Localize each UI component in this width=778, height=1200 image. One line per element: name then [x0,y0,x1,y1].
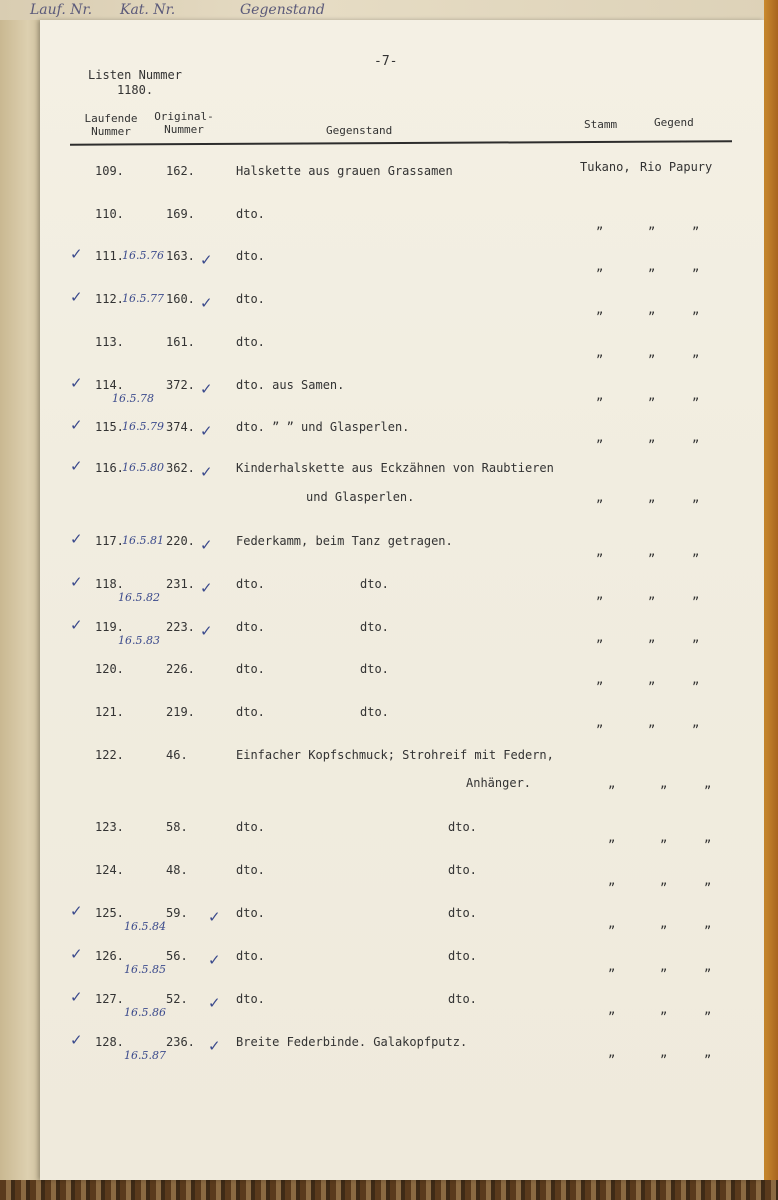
ditto-mark: ” [596,310,604,324]
description-ditto: dto. [448,820,477,834]
description-ditto: dto. [360,620,389,634]
handwritten-inventory-number: 16.5.82 [118,591,160,604]
ditto-mark: ” [608,967,616,981]
description: dto. [236,249,265,263]
ditto-mark: ” [648,438,656,452]
ditto-mark: ” [692,225,700,239]
original-number: 223. [166,620,195,634]
ditto-mark: ” [648,680,656,694]
lauf-number: 109. [95,164,124,178]
ditto-mark: ” [648,225,656,239]
ditto-mark: ” [692,680,700,694]
handwritten-inventory-number: 16.5.78 [112,392,154,405]
table-row [40,902,764,938]
header-rule [70,140,732,145]
description-ditto: dto. [360,577,389,591]
ditto-mark: ” [648,396,656,410]
ditto-mark: ” [596,595,604,609]
table-row [40,416,764,452]
original-number: 52. [166,992,188,1006]
ditto-mark: ” [648,267,656,281]
ditto-mark: ” [648,638,656,652]
header-gegenstand: Gegenstand [326,124,393,137]
ditto-mark: ” [660,924,668,938]
ditto-mark: ” [596,723,604,737]
handwritten-inventory-number: 16.5.84 [124,920,166,933]
ditto-mark: ” [704,967,712,981]
table-row [40,705,764,737]
lauf-number: 117. [95,534,124,548]
ditto-mark: ” [596,225,604,239]
original-number: 59. [166,906,188,920]
description: Einfacher Kopfschmuck; Strohreif mit Federn, [236,748,554,762]
check-mark: ✓ [70,530,83,548]
ditto-mark: ” [608,784,616,798]
table-row [40,616,764,652]
check-mark: ✓ [70,288,83,306]
ditto-mark: ” [692,595,700,609]
lauf-number: 111. [95,249,124,263]
original-number: 231. [166,577,195,591]
table-row [40,573,764,609]
header-original [146,110,222,136]
ditto-mark: ” [596,438,604,452]
lauf-number: 120. [95,662,124,676]
header-laufende [76,112,146,138]
description: Kinderhalskette aus Eckzähnen von Raubtieren [236,461,554,475]
description: dto. ” ” und Glasperlen. [236,420,410,434]
ditto-mark: ” [608,924,616,938]
tick-mark: ✓ [208,951,221,969]
description: dto. [236,705,265,719]
handwritten-inventory-number: 16.5.80 [122,461,164,474]
lauf-number: 122. [95,748,124,762]
ditto-mark: ” [692,396,700,410]
original-number: 163. [166,249,195,263]
ditto-mark: ” [660,784,668,798]
original-number: 56. [166,949,188,963]
handwritten-inventory-number: 16.5.83 [118,634,160,647]
lauf-number: 113. [95,335,124,349]
tick-mark: ✓ [208,994,221,1012]
description: dto. [236,949,265,963]
ditto-mark: ” [596,353,604,367]
ditto-mark: ” [692,638,700,652]
lauf-number: 119. [95,620,124,634]
table-row [40,1031,764,1067]
original-number: 362. [166,461,195,475]
tick-mark: ✓ [200,294,213,312]
original-number: 161. [166,335,195,349]
table-row [40,530,764,566]
handwritten-inventory-number: 16.5.86 [124,1006,166,1019]
left-binding-strip [0,20,40,1200]
tick-mark: ✓ [208,908,221,926]
description-continued: Anhänger. [466,776,532,790]
ditto-mark: ” [704,1010,712,1024]
lauf-number: 110. [95,207,124,221]
check-mark: ✓ [70,945,83,963]
ditto-mark: ” [704,1053,712,1067]
stamm-value: Tukano, [580,160,631,174]
description: Halskette aus grauen Grassamen [236,164,453,178]
handwritten-inventory-number: 16.5.76 [122,249,164,262]
ditto-mark: ” [596,552,604,566]
original-number: 226. [166,662,195,676]
ditto-mark: ” [608,1010,616,1024]
ditto-mark: ” [692,353,700,367]
check-mark: ✓ [70,573,83,591]
ditto-mark: ” [660,1053,668,1067]
ditto-mark: ” [692,723,700,737]
description-ditto: dto. [360,662,389,676]
description: dto. [236,906,265,920]
check-mark: ✓ [70,1031,83,1049]
ditto-mark: ” [692,438,700,452]
list-number: 1180. [116,83,154,97]
header-original-line1: Original- [154,110,214,123]
table-row [40,945,764,981]
back-gegenstand: Gegenstand [240,2,325,18]
back-sheet-heading [30,2,750,22]
ditto-mark: ” [608,1053,616,1067]
document-page [40,20,764,1180]
description: dto. [236,620,265,634]
lauf-number: 114. [95,378,124,392]
ditto-mark: ” [648,310,656,324]
lauf-number: 123. [95,820,124,834]
original-number: 162. [166,164,195,178]
lauf-number: 127. [95,992,124,1006]
description-continued: und Glasperlen. [306,490,415,504]
table-row [40,335,764,367]
ditto-mark: ” [692,552,700,566]
header-stamm: Stamm [584,118,618,131]
ditto-mark: ” [704,924,712,938]
check-mark: ✓ [70,457,83,475]
ditto-mark: ” [660,967,668,981]
check-mark: ✓ [70,416,83,434]
description: dto. [236,863,265,877]
ditto-mark: ” [648,498,656,512]
lauf-number: 125. [95,906,124,920]
original-number: 169. [166,207,195,221]
description: dto. [236,335,265,349]
ditto-mark: ” [608,881,616,895]
table-row [40,374,764,410]
original-number: 219. [166,705,195,719]
table-row [40,863,764,895]
tick-mark: ✓ [200,463,213,481]
description-ditto: dto. [360,705,389,719]
check-mark: ✓ [70,902,83,920]
handwritten-inventory-number: 16.5.77 [122,292,164,305]
check-mark: ✓ [70,616,83,634]
table-row [40,288,764,324]
handwritten-inventory-number: 16.5.81 [122,534,164,547]
original-number: 46. [166,748,188,762]
lauf-number: 118. [95,577,124,591]
ditto-mark: ” [704,838,712,852]
description-ditto: dto. [448,906,477,920]
description-ditto: dto. [448,992,477,1006]
ditto-mark: ” [596,498,604,512]
ditto-mark: ” [692,498,700,512]
description: Breite Federbinde. Galakopfputz. [236,1035,468,1049]
check-mark: ✓ [70,374,83,392]
lauf-number: 115. [95,420,124,434]
header-laufende-line1: Laufende [84,112,138,125]
lauf-number: 128. [95,1035,124,1049]
ditto-mark: ” [704,881,712,895]
original-number: 374. [166,420,195,434]
tick-mark: ✓ [208,1037,221,1055]
ditto-mark: ” [660,881,668,895]
original-number: 48. [166,863,188,877]
tick-mark: ✓ [200,380,213,398]
description: dto. [236,662,265,676]
description: dto. [236,207,265,221]
lauf-number: 124. [95,863,124,877]
gegend-value: Rio Papury [640,160,713,174]
ditto-mark: ” [648,552,656,566]
original-number: 160. [166,292,195,306]
tick-mark: ✓ [200,251,213,269]
table-row [40,662,764,694]
ditto-mark: ” [596,396,604,410]
table-row [40,988,764,1024]
ditto-mark: ” [648,353,656,367]
ditto-mark: ” [596,638,604,652]
table-row [40,245,764,281]
list-label: Listen Nummer [88,68,182,82]
ditto-mark: ” [596,267,604,281]
description: dto. [236,992,265,1006]
original-number: 58. [166,820,188,834]
description: dto. [236,292,265,306]
tick-mark: ✓ [200,422,213,440]
back-kat-nr: Kat. Nr. [120,2,176,18]
table-row [40,160,764,184]
handwritten-inventory-number: 16.5.85 [124,963,166,976]
handwritten-inventory-number: 16.5.79 [122,420,164,433]
lauf-number: 116. [95,461,124,475]
header-original-line2: Nummer [164,123,204,136]
page-number: -7- [374,54,398,69]
ditto-mark: ” [692,310,700,324]
back-lauf-nr: Lauf. Nr. [30,2,93,18]
header-gegend: Gegend [654,116,694,129]
description-ditto: dto. [448,949,477,963]
table-row [40,748,764,798]
description: dto. [236,820,265,834]
ditto-mark: ” [704,784,712,798]
ditto-mark: ” [692,267,700,281]
lauf-number: 126. [95,949,124,963]
original-number: 372. [166,378,195,392]
table-row [40,457,764,512]
original-number: 220. [166,534,195,548]
description: Federkamm, beim Tanz getragen. [236,534,453,548]
table-row [40,820,764,852]
right-edge [764,0,778,1200]
lauf-number: 121. [95,705,124,719]
header-laufende-line2: Nummer [91,125,131,138]
check-mark: ✓ [70,988,83,1006]
ditto-mark: ” [648,723,656,737]
tick-mark: ✓ [200,622,213,640]
description: dto. aus Samen. [236,378,345,392]
ditto-mark: ” [660,1010,668,1024]
description: dto. [236,577,265,591]
table-row [40,207,764,239]
ditto-mark: ” [596,680,604,694]
ditto-mark: ” [648,595,656,609]
check-mark: ✓ [70,245,83,263]
ditto-mark: ” [660,838,668,852]
description-ditto: dto. [448,863,477,877]
list-header [80,68,190,98]
tick-mark: ✓ [200,536,213,554]
bottom-edge [0,1180,778,1200]
ditto-mark: ” [608,838,616,852]
lauf-number: 112. [95,292,124,306]
original-number: 236. [166,1035,195,1049]
handwritten-inventory-number: 16.5.87 [124,1049,166,1062]
tick-mark: ✓ [200,579,213,597]
